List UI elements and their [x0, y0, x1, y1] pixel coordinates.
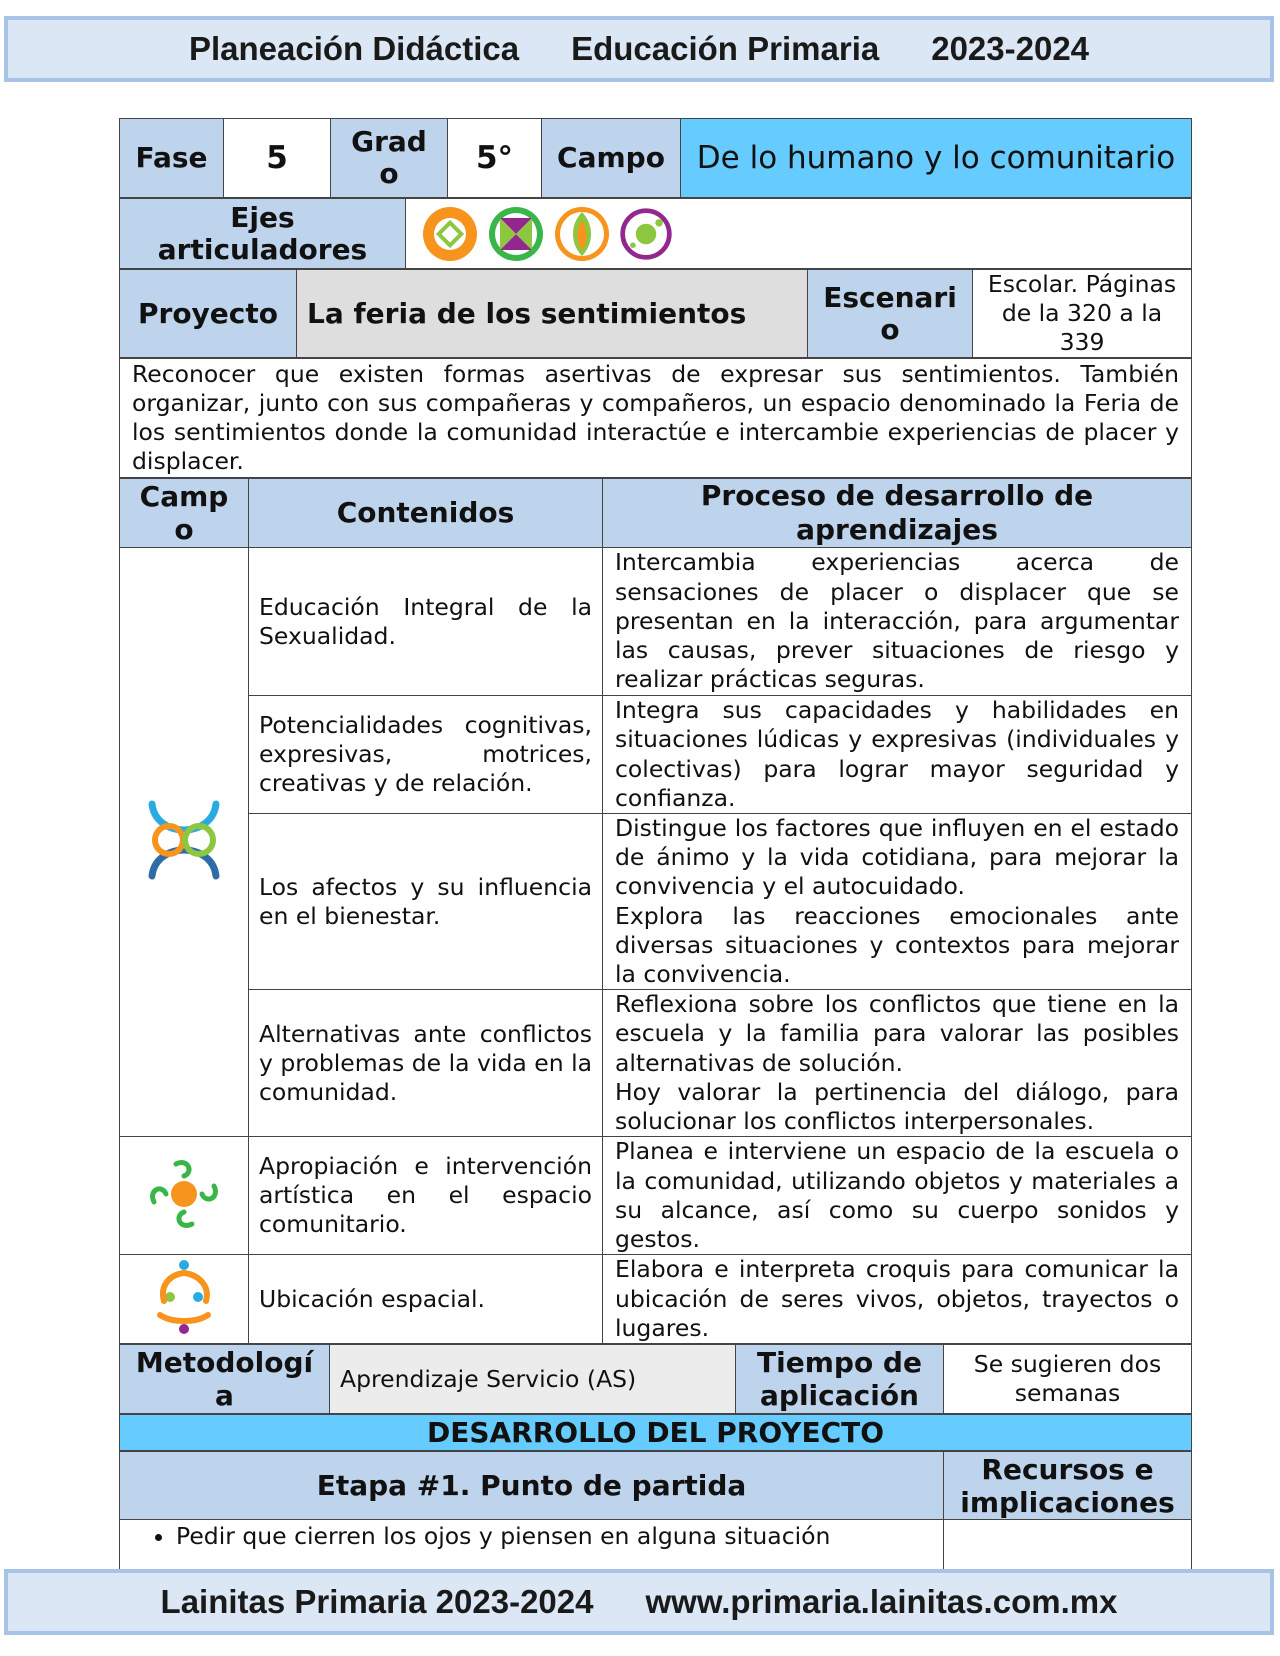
etapa-content — [120, 1520, 944, 1570]
header-year: 2023-2024 — [931, 30, 1090, 67]
row-proyecto — [119, 269, 1192, 358]
header-level: Educación Primaria — [571, 30, 880, 67]
col-proceso-header: Proceso de desarrollo de aprendizajes — [603, 479, 1192, 548]
grado-label: Grad o — [331, 119, 448, 198]
table-row — [120, 1137, 1192, 1255]
metodologia-value: Aprendizaje Servicio (AS) — [330, 1345, 736, 1414]
contenido-cell: Potencialidades cognitivas, expresivas, motrices, creativas y de relación. — [249, 696, 603, 814]
ejes-icons — [406, 204, 1191, 264]
row-etapa — [119, 1451, 1192, 1570]
interculturalidad-icon — [486, 204, 546, 264]
header-title: Planeación Didáctica — [188, 30, 520, 67]
ejes-label: Ejes articuladores — [120, 199, 406, 269]
project-description: Reconocer que existen formas asertivas de expresar sus sentimientos. También organizar, junto con sus compañeras y compañeros, un espacio denominado la Feria de los sentimientos donde la comunidad interactúe e intercambie experiencias de placer y displacer. — [120, 359, 1192, 478]
footer-website[interactable]: www.primaria.lainitas.com.mx — [645, 1583, 1118, 1620]
proceso-cell — [603, 548, 1192, 696]
recursos-title: Recursos e implicaciones — [944, 1452, 1192, 1520]
list-item: • Pedir que cierren los ojos y piensen en alguna situación — [176, 1522, 933, 1551]
col-campo-header: Camp o — [120, 479, 249, 548]
row-description — [119, 358, 1192, 478]
inclusion-icon — [420, 204, 480, 264]
etapa-title: Etapa #1. Punto de partida — [120, 1452, 944, 1520]
footer-banner — [4, 1569, 1274, 1635]
campo-icon-cell — [120, 1255, 249, 1344]
table-row — [120, 548, 1192, 696]
row-fase — [119, 118, 1192, 198]
lenguajes-icon — [144, 1154, 224, 1234]
row-ejes — [119, 198, 1192, 269]
table-row — [120, 1255, 1192, 1344]
proyecto-value: La feria de los sentimientos — [297, 270, 808, 358]
campo-icon-cell — [120, 1137, 249, 1255]
humano-comunitario-icon — [144, 800, 224, 880]
proceso-text: Intercambia experiencias acerca de sensaciones de placer o displacer que se presentan en la interacción, para argumentar las causas, prever situaciones de riesgo y realizar prácticas seguras. — [615, 548, 1179, 694]
proyecto-label: Proyecto — [120, 270, 297, 358]
row-desarrollo — [119, 1414, 1192, 1451]
desarrollo-title: DESARROLLO DEL PROYECTO — [120, 1415, 1192, 1451]
proceso-cell — [603, 696, 1192, 814]
proceso-text: Integra sus capacidades y habilidades en situaciones lúdicas y expresivas (individuales y colectivas) para lograr mayor seguridad y confianza. — [615, 696, 1179, 812]
recursos-content — [944, 1520, 1192, 1570]
fase-value: 5 — [224, 119, 331, 198]
footer-school: Lainitas Primaria 2023-2024 — [160, 1583, 594, 1620]
vida-saludable-icon — [552, 204, 612, 264]
contenido-cell: Educación Integral de la Sexualidad. — [249, 548, 603, 696]
contenido-cell: Ubicación espacial. — [249, 1255, 603, 1344]
planning-table — [119, 118, 1192, 1570]
fase-label: Fase — [120, 119, 224, 198]
proceso-text: Hoy valorar la pertinencia del diálogo, para solucionar los conflictos interpersonales. — [615, 1077, 1179, 1136]
contenido-cell: Apropiación e intervención artística en el espacio comunitario. — [249, 1137, 603, 1255]
table-row — [120, 814, 1192, 990]
tiempo-label: Tiempo de aplicación — [736, 1345, 944, 1414]
proceso-cell — [603, 990, 1192, 1137]
col-contenidos-header: Contenidos — [249, 479, 603, 548]
proceso-cell — [603, 1255, 1192, 1344]
proceso-cell — [603, 814, 1192, 990]
grado-value: 5° — [448, 119, 542, 198]
escenario-label: Escenari o — [808, 270, 973, 358]
header-banner — [4, 16, 1274, 82]
table-row — [120, 990, 1192, 1137]
etapa-list — [130, 1522, 933, 1551]
proceso-text: Distingue los factores que influyen en el estado de ánimo y la vida cotidiana, para mejorar la convivencia y el autocuidado. — [615, 814, 1179, 901]
contenido-cell: Alternativas ante conflictos y problemas de la vida en la comunidad. — [249, 990, 603, 1137]
campo-value: De lo humano y lo comunitario — [681, 119, 1192, 198]
proceso-text: Reflexiona sobre los conflictos que tiene en la escuela y la familia para valorar las posibles alternativas de solución. — [615, 990, 1179, 1077]
content-table — [119, 478, 1192, 1344]
campo-icon-cell — [120, 548, 249, 1137]
artes-icon — [618, 206, 674, 262]
metodologia-label: Metodologí a — [120, 1345, 330, 1414]
proceso-text: Explora las reacciones emocionales ante diversas situaciones y contextos para mejorar la convivencia. — [615, 901, 1179, 989]
etica-naturaleza-icon — [144, 1257, 224, 1337]
tiempo-value: Se sugieren dos semanas — [944, 1345, 1192, 1414]
escenario-value: Escolar. Páginas de la 320 a la 339 — [973, 270, 1192, 358]
campo-label: Campo — [542, 119, 681, 198]
proceso-text: Elabora e interpreta croquis para comunicar la ubicación de seres vivos, objetos, trayectos o lugares. — [615, 1255, 1179, 1342]
table-row — [120, 696, 1192, 814]
proceso-cell — [603, 1137, 1192, 1255]
contenido-cell: Los afectos y su influencia en el bienestar. — [249, 814, 603, 990]
row-metodologia — [119, 1344, 1192, 1414]
proceso-text: Planea e interviene un espacio de la escuela o la comunidad, utilizando objetos y materiales a su alcance, así como su cuerpo sonidos y gestos. — [615, 1137, 1179, 1253]
